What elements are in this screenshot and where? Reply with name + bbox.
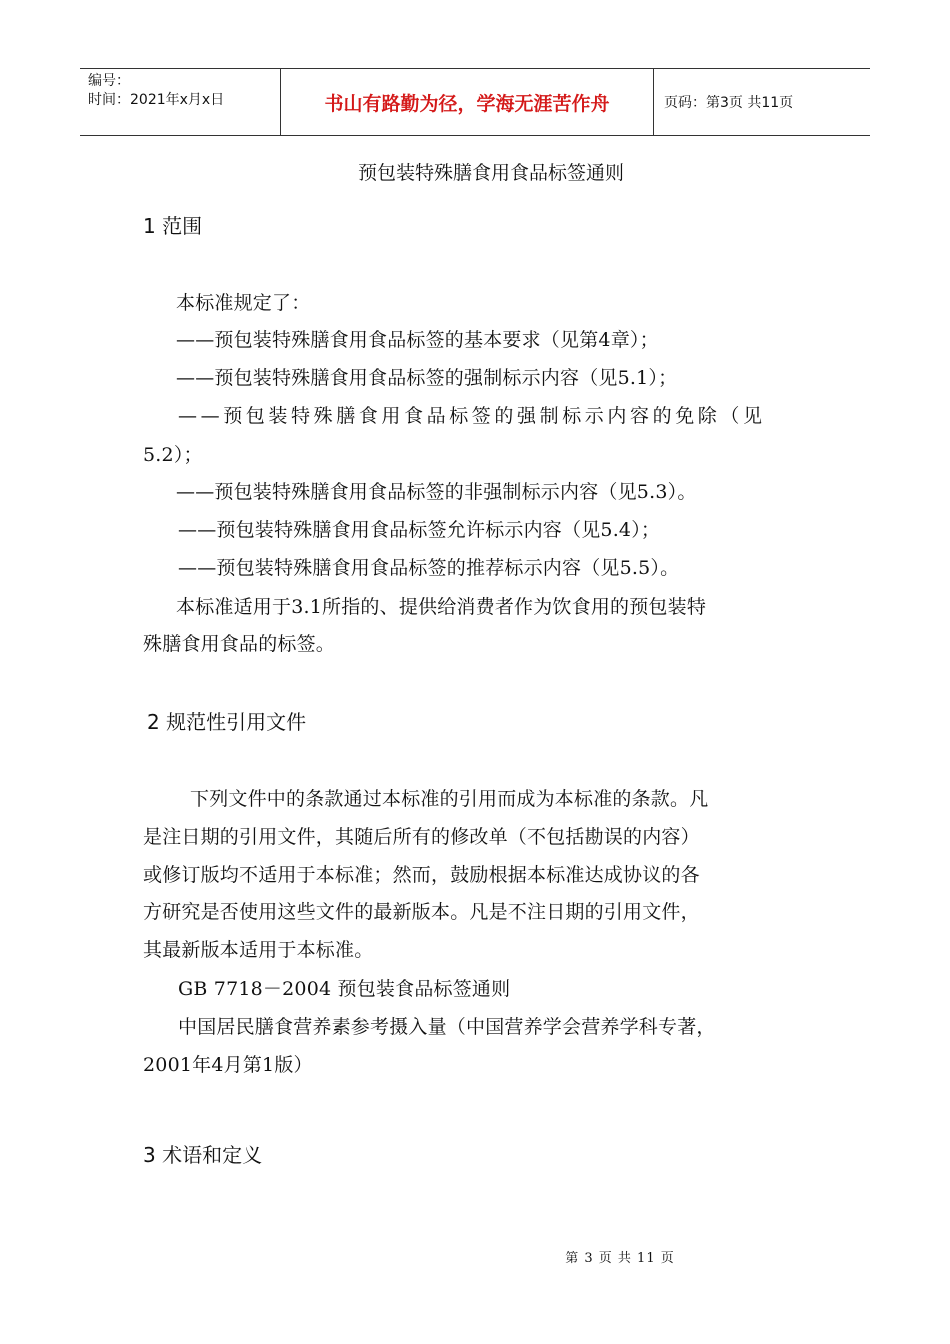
section-2-heading: 2 规范性引用文件 — [147, 710, 307, 734]
s2-reference-gb: GB 7718－2004 预包装食品标签通则 — [178, 978, 511, 1000]
number-label: 编号： — [88, 73, 130, 89]
s1-line-10: 殊膳食用食品的标签。 — [143, 633, 336, 655]
header-page-info: 页码：第3页 共11页 — [664, 95, 794, 111]
section-1-heading: 1 范围 — [143, 214, 203, 238]
section-3-heading: 3 术语和定义 — [143, 1143, 263, 1167]
s1-line-2: ——预包装特殊膳食用食品标签的基本要求（见第4章）； — [176, 329, 659, 351]
s1-line-6: ——预包装特殊膳食用食品标签的非强制标示内容（见5.3）。 — [176, 481, 697, 503]
s2-line-2: 是注日期的引用文件，其随后所有的修改单（不包括勘误的内容） — [143, 826, 700, 848]
s2-reference-edition: 2001年4月第1版） — [143, 1054, 313, 1076]
s1-line-5: 5.2）； — [143, 444, 203, 466]
date-line: 时间：2021年x月x日 — [88, 92, 225, 108]
document-title: 预包装特殊膳食用食品标签通则 — [357, 162, 624, 184]
s2-line-4: 方研究是否使用这些文件的最新版本。凡是不注日期的引用文件， — [143, 901, 700, 923]
s1-line-4: ——预包装特殊膳食用食品标签的强制标示内容的免除（见 — [178, 405, 766, 427]
s1-line-7: ——预包装特殊膳食用食品标签允许标示内容（见5.4）； — [178, 519, 661, 541]
s1-line-8: ——预包装特殊膳食用食品标签的推荐标示内容（见5.5）。 — [178, 557, 680, 579]
page-footer: 第 3 页 共 11 页 — [565, 1251, 675, 1266]
page-header — [80, 68, 870, 136]
s2-line-1: 下列文件中的条款通过本标准的引用而成为本标准的条款。凡 — [190, 788, 709, 810]
s1-line-9: 本标准适用于3.1所指的、提供给消费者作为饮食用的预包装特 — [176, 596, 707, 618]
s1-line-3: ——预包装特殊膳食用食品标签的强制标示内容（见5.1）； — [176, 367, 678, 389]
header-meta — [80, 69, 281, 135]
s2-line-3: 或修订版均不适用于本标准；然而，鼓励根据本标准达成协议的各 — [143, 864, 700, 886]
header-motto: 书山有路勤为径，学海无涯苦作舟 — [281, 69, 654, 135]
s2-line-5: 其最新版本适用于本标准。 — [143, 939, 374, 961]
s2-reference-dri: 中国居民膳食营养素参考摄入量（中国营养学会营养学科专著， — [178, 1016, 716, 1038]
s1-line-1: 本标准规定了： — [176, 292, 311, 314]
